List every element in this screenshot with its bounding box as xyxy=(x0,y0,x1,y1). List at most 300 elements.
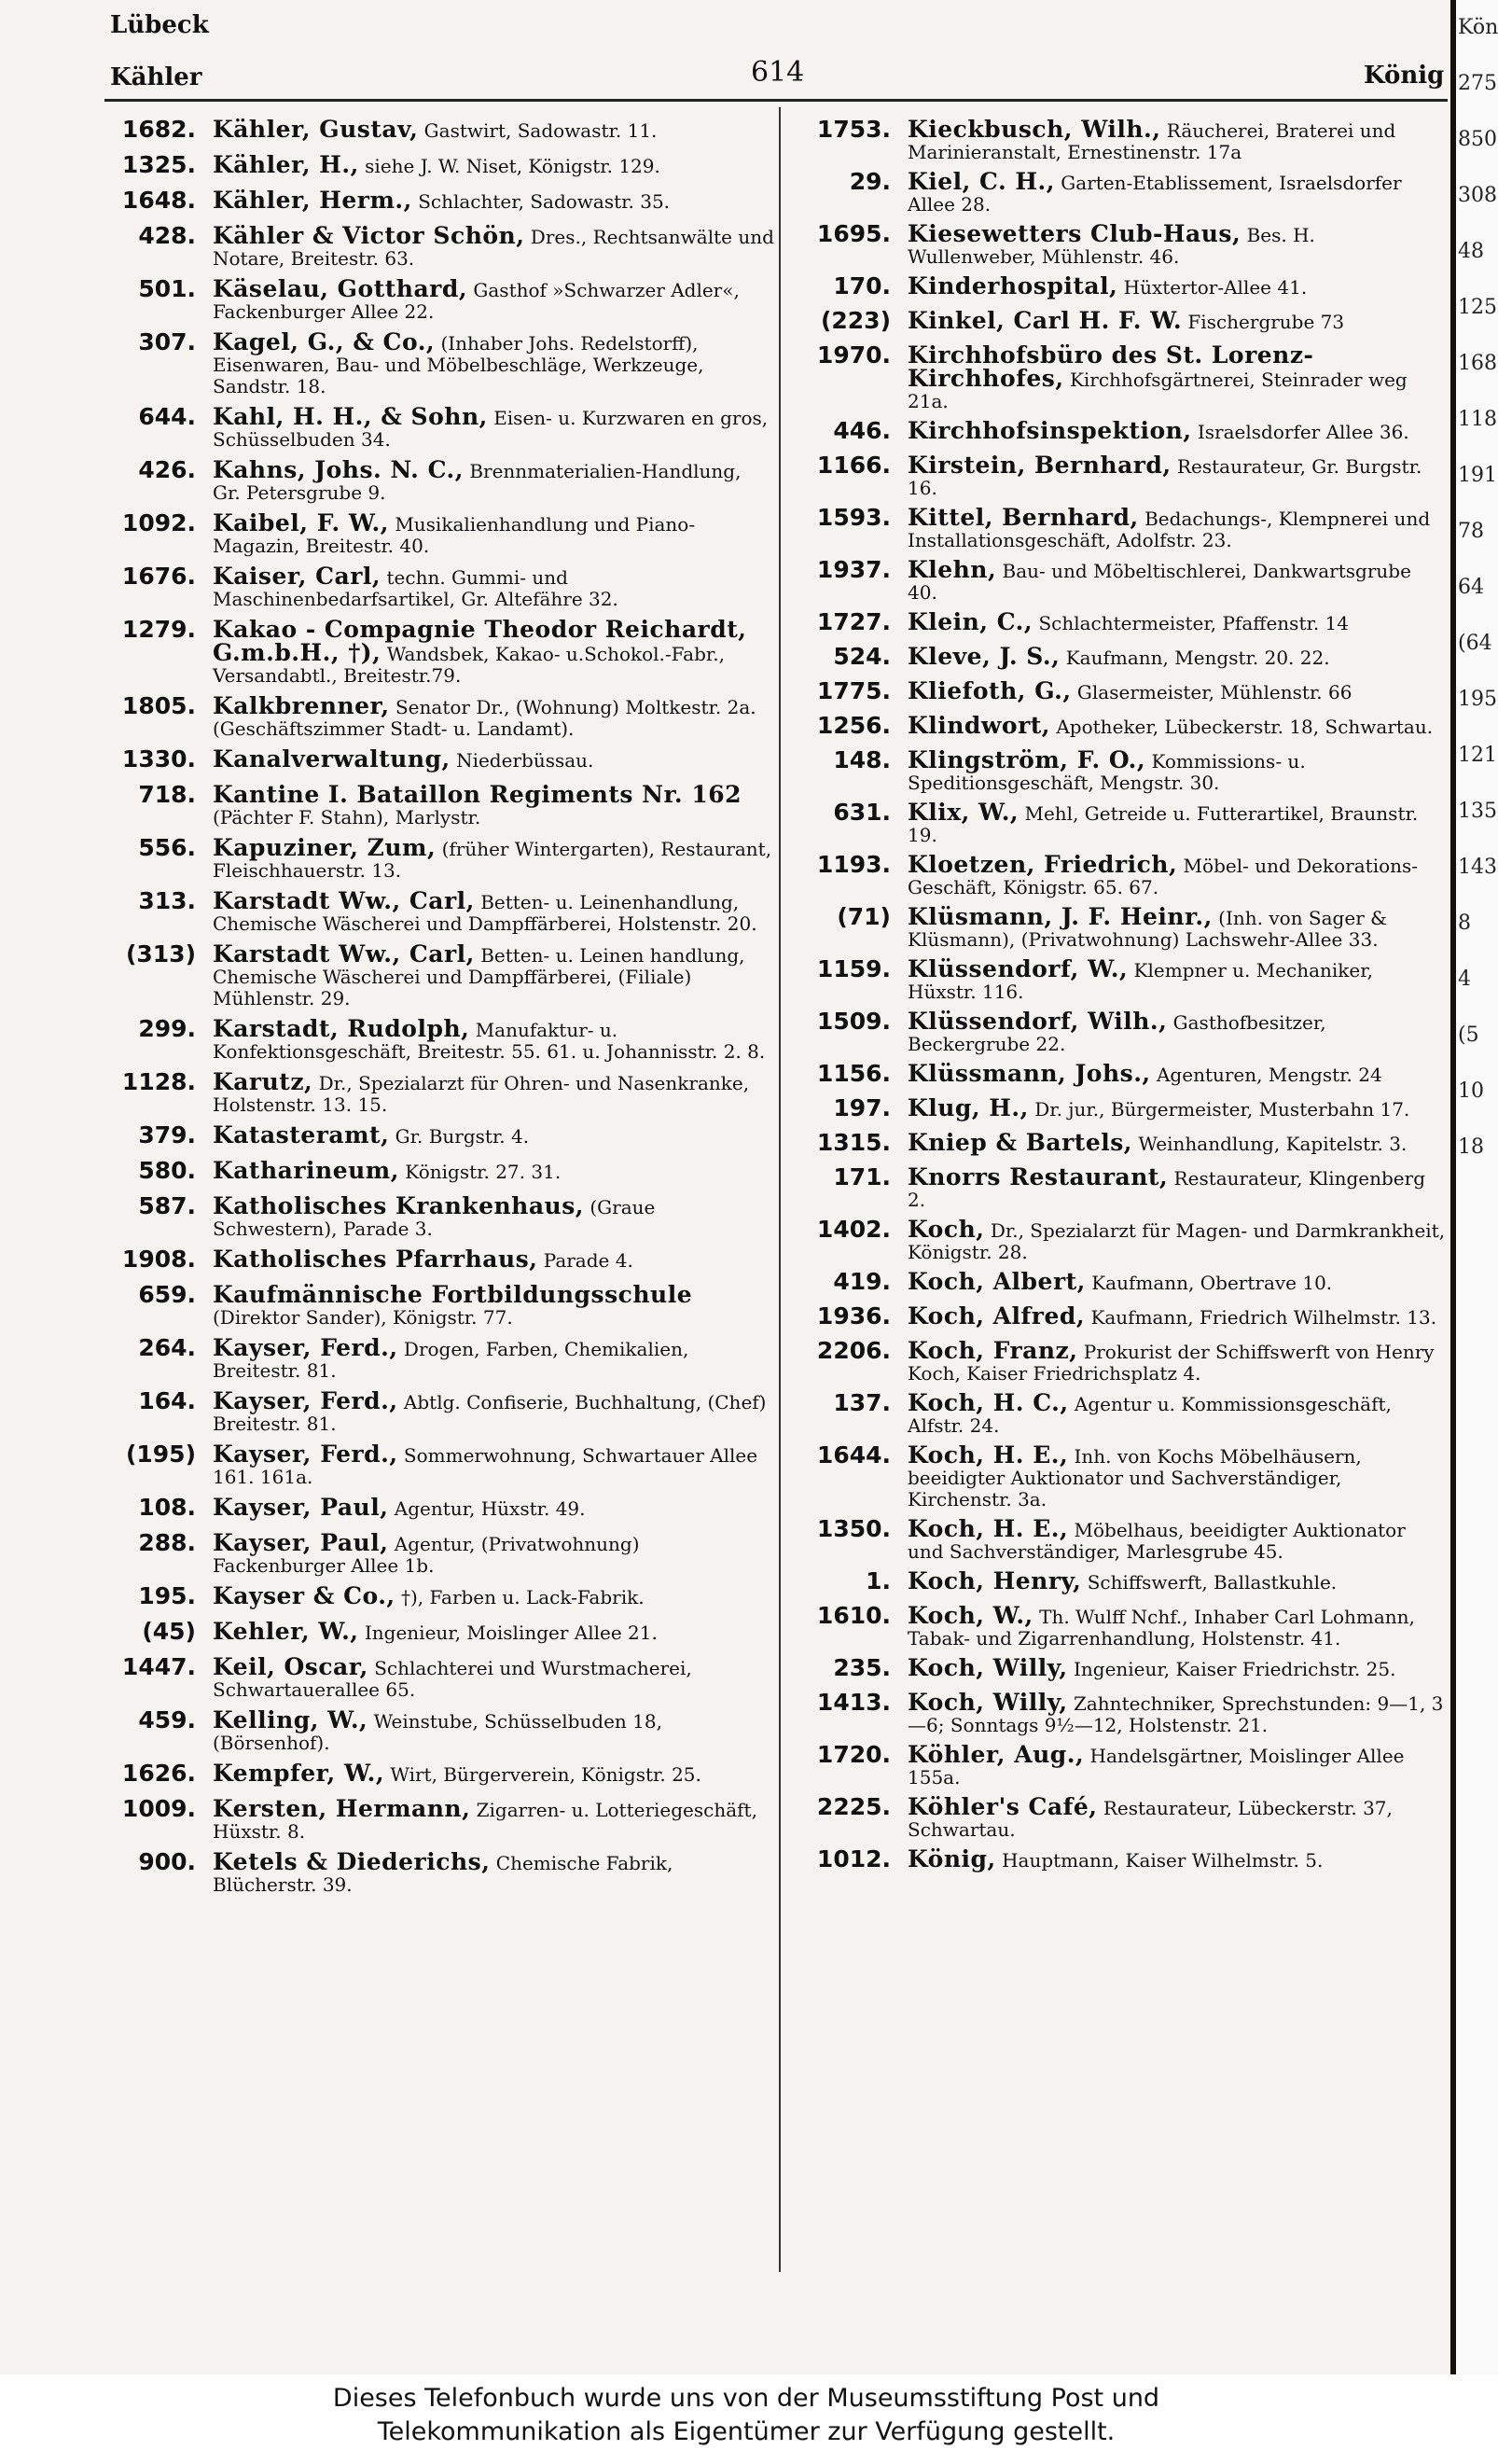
entry-text xyxy=(908,1335,1446,1385)
directory-entry xyxy=(107,1705,774,1754)
phone-number: 1682. xyxy=(121,116,196,143)
entry-details: Klempner u. Mechaniker, Hüxstr. 116. xyxy=(908,959,1373,1003)
footer-notice xyxy=(0,2374,1492,2464)
edge-fragment: 275 xyxy=(1458,72,1497,95)
entry-name: Kiesewetters Club-Haus, xyxy=(908,220,1241,247)
entry-details: Wirt, Bürgerverein, Königstr. 25. xyxy=(390,1763,701,1786)
entry-text xyxy=(908,271,1446,299)
edge-fragment: 135 xyxy=(1458,800,1497,823)
entry-details: Restaurateur, Klingenberg 2. xyxy=(908,1167,1425,1211)
directory-entry xyxy=(802,450,1446,499)
entry-name: Kliefoth, G., xyxy=(908,677,1072,704)
edge-fragment: 121 xyxy=(1458,744,1497,767)
entry-name: Kittel, Bernhard, xyxy=(908,504,1139,531)
entry-details: Handelsgärtner, Moislinger Allee 155a. xyxy=(908,1745,1405,1789)
entry-name: Kiel, C. H., xyxy=(908,168,1055,195)
entry-text xyxy=(908,849,1446,898)
entry-details: Manufaktur- u. Konfektionsgeschäft, Breitestr. 55. 61. u. Johannisstr. 2. 8. xyxy=(213,1019,766,1063)
entry-details: Zahntechniker, Sprechstunden: 9—1, 3—6; Sonntags 9½—12, Holstenstr. 21. xyxy=(908,1692,1444,1736)
directory-entry xyxy=(107,454,774,504)
entry-details: Glasermeister, Mühlenstr. 66 xyxy=(1076,681,1352,703)
phone-number: 1937. xyxy=(816,556,891,583)
entry-name: Kakao - Compagnie Theodor Reichardt, G.m.b.H., †), xyxy=(213,616,747,666)
edge-fragment: 8 xyxy=(1458,912,1471,935)
entry-text xyxy=(908,554,1446,604)
edge-fragment: 10 xyxy=(1458,1079,1484,1103)
entry-details: Eisen- u. Kurzwaren en gros, Schüsselbuden 34. xyxy=(213,407,769,451)
directory-entry xyxy=(107,1616,774,1648)
phone-number: 580. xyxy=(138,1157,196,1184)
entry-name: Kayser, Ferd., xyxy=(213,1334,398,1361)
entry-details: Zigarren- u. Lotteriegeschäft, Hüxstr. 8. xyxy=(213,1799,757,1843)
directory-entry xyxy=(802,954,1446,1003)
edge-fragment: 78 xyxy=(1458,520,1484,543)
edge-fragment: (5 xyxy=(1458,1023,1479,1047)
phone-number: 1256. xyxy=(816,712,891,739)
entry-text xyxy=(213,1492,774,1520)
entry-name: Kanalverwaltung, xyxy=(213,745,451,773)
phone-number: 644. xyxy=(138,403,196,430)
phone-number: 164. xyxy=(138,1387,196,1414)
entry-name: Koch, Willy, xyxy=(908,1689,1068,1716)
entry-text xyxy=(213,1013,774,1063)
directory-entry xyxy=(802,1214,1446,1263)
phone-number: 1092. xyxy=(121,509,196,536)
edge-fragment: 308 xyxy=(1458,184,1497,207)
entry-details: Musikalienhandlung und Piano-Magazin, Breitestr. 40. xyxy=(213,513,696,557)
entry-details: Bes. H. Wullenweber, Mühlenstr. 46. xyxy=(908,224,1315,268)
phone-number: 313. xyxy=(138,887,196,914)
entry-details: Sommerwohnung, Schwartauer Allee 161. 161a. xyxy=(213,1444,758,1488)
directory-entry xyxy=(802,1093,1446,1124)
phone-number: 1. xyxy=(866,1567,891,1594)
entry-name: Kirstein, Bernhard, xyxy=(908,452,1172,479)
phone-number: 1350. xyxy=(816,1515,891,1542)
entry-details: Inh. von Kochs Möbelhäusern, beeidigter Auktionator und Sachverständiger, Kirchenstr. 3a. xyxy=(908,1445,1362,1510)
directory-entry xyxy=(107,614,774,687)
entry-text xyxy=(213,273,774,323)
entry-text xyxy=(908,901,1446,951)
directory-entry xyxy=(802,1844,1446,1875)
entry-details: Agentur, (Privatwohnung) Fackenburger Allee 1b. xyxy=(213,1533,640,1577)
directory-entry xyxy=(107,1758,774,1789)
entry-name: König, xyxy=(908,1845,996,1872)
phone-number: 501. xyxy=(138,275,196,302)
phone-number: 2206. xyxy=(816,1337,891,1364)
entry-name: Köhler, Aug., xyxy=(908,1741,1085,1768)
edge-fragment: (64 xyxy=(1458,632,1492,655)
phone-number: 1908. xyxy=(121,1246,196,1273)
directory-entry xyxy=(107,832,774,882)
entry-text xyxy=(908,305,1446,333)
directory-entry xyxy=(107,744,774,775)
entry-text xyxy=(908,1301,1446,1329)
entry-text xyxy=(213,690,774,740)
entry-details: Hauptmann, Kaiser Wilhelmstr. 5. xyxy=(1002,1849,1324,1872)
entry-details: (Direktor Sander), Königstr. 77. xyxy=(213,1306,513,1329)
entry-text xyxy=(908,1058,1446,1086)
entry-text xyxy=(908,1844,1446,1872)
entry-name: Kehler, W., xyxy=(213,1618,359,1645)
phone-number: 524. xyxy=(833,643,891,670)
directory-entry xyxy=(107,508,774,557)
directory-entry xyxy=(802,1301,1446,1332)
directory-entry xyxy=(107,939,774,1009)
entry-name: Kieckbusch, Wilh., xyxy=(908,116,1161,143)
entry-text xyxy=(213,1120,774,1148)
entry-name: Kahns, Johs. N. C., xyxy=(213,456,464,483)
entry-text xyxy=(213,401,774,451)
edge-fragment: Kön xyxy=(1458,16,1498,39)
phone-number: 1402. xyxy=(816,1216,891,1243)
phone-number: (195) xyxy=(125,1441,196,1468)
phone-number: 659. xyxy=(138,1281,196,1308)
entry-text xyxy=(908,1791,1446,1841)
phone-number: 631. xyxy=(833,799,891,826)
entry-details: Gasthofbesitzer, Beckergrube 22. xyxy=(908,1011,1326,1055)
phone-number: (313) xyxy=(125,940,196,968)
entry-details: Schlachtermeister, Pfaffenstr. 14 xyxy=(1038,612,1350,634)
entry-details: Agentur, Hüxstr. 49. xyxy=(394,1497,586,1520)
edge-fragment: 168 xyxy=(1458,352,1497,375)
phone-number: 1193. xyxy=(816,851,891,878)
phone-number: 1156. xyxy=(816,1060,891,1087)
entry-details: Bedachungs-, Klempnerei und Installationsgeschäft, Adolfstr. 23. xyxy=(908,508,1431,551)
directory-entry xyxy=(107,1492,774,1524)
directory-entry xyxy=(107,1190,774,1240)
next-page-edge xyxy=(1450,0,1498,2374)
directory-entry xyxy=(802,797,1446,846)
entry-name: Klüssendorf, Wilh., xyxy=(908,1008,1168,1035)
edge-fragment: 195 xyxy=(1458,688,1497,711)
entry-name: Kagel, G., & Co., xyxy=(213,328,436,355)
entry-text xyxy=(213,149,774,177)
directory-entry xyxy=(107,114,774,146)
phone-number: 1447. xyxy=(121,1653,196,1680)
entry-name: Klindwort, xyxy=(908,712,1050,739)
entry-details: Dr., Spezialarzt für Magen- und Darmkrankheit, Königstr. 28. xyxy=(908,1219,1446,1263)
entry-name: Karstadt, Rudolph, xyxy=(213,1015,470,1042)
edge-fragment: 191 xyxy=(1458,464,1497,487)
entry-text xyxy=(908,1387,1446,1437)
entry-text xyxy=(908,675,1446,703)
directory-entry xyxy=(802,1127,1446,1159)
entry-details: Bau- und Möbeltischlerei, Dankwartsgrube 40. xyxy=(908,560,1411,604)
phone-number: 1315. xyxy=(816,1129,891,1156)
phone-number: 459. xyxy=(138,1706,196,1733)
entry-text xyxy=(908,340,1446,412)
directory-entry xyxy=(107,1793,774,1843)
directory-entry xyxy=(107,1155,774,1187)
edge-fragment: 18 xyxy=(1458,1135,1484,1159)
directory-entry xyxy=(802,1006,1446,1055)
phone-number: 556. xyxy=(138,834,196,861)
entry-text xyxy=(213,1332,774,1382)
entry-text xyxy=(908,1006,1446,1055)
entry-text xyxy=(908,415,1446,443)
entry-name: Kähler, Gustav, xyxy=(213,116,419,143)
directory-entry xyxy=(802,1266,1446,1298)
entry-text xyxy=(213,508,774,557)
entry-text xyxy=(908,1513,1446,1563)
entry-name: Kleve, J. S., xyxy=(908,643,1061,670)
directory-entry xyxy=(802,554,1446,604)
entry-details: Kommissions- u. Speditionsgeschäft, Mengstr. 30. xyxy=(908,750,1306,794)
header-city: Lübeck xyxy=(110,11,209,39)
entry-name: Klix, W., xyxy=(908,799,1019,826)
edge-fragment: 125 xyxy=(1458,296,1497,319)
directory-entry xyxy=(802,710,1446,742)
entry-name: Klingström, F. O., xyxy=(908,746,1146,773)
entry-text xyxy=(908,450,1446,499)
directory-entry xyxy=(107,1066,774,1116)
phone-number: 148. xyxy=(833,746,891,773)
entry-details: Garten-Etablissement, Israelsdorfer Allee 28. xyxy=(908,172,1402,216)
entry-name: Kantine I. Bataillon Regiments Nr. 162 xyxy=(213,781,742,808)
entry-text xyxy=(213,220,774,270)
phone-number: 1128. xyxy=(121,1068,196,1095)
entry-text xyxy=(213,614,774,687)
phone-number: 235. xyxy=(833,1654,891,1681)
header-left-keyword: Kähler xyxy=(110,63,202,91)
entry-text xyxy=(213,939,774,1009)
entry-text xyxy=(213,1385,774,1435)
entry-name: Klüssendorf, W., xyxy=(908,955,1129,982)
entry-name: Kayser & Co., xyxy=(213,1582,395,1609)
entry-text xyxy=(213,1279,774,1329)
directory-entry xyxy=(802,1652,1446,1684)
entry-details: Th. Wulff Nchf., Inhaber Carl Lohmann, Tabak- und Zigarrenhandlung, Holstenstr. 41. xyxy=(908,1606,1415,1650)
phone-number: 197. xyxy=(833,1094,891,1121)
entry-name: Koch, W., xyxy=(908,1602,1033,1629)
phone-number: 1012. xyxy=(816,1845,891,1872)
phone-number: 299. xyxy=(138,1015,196,1042)
directory-entry xyxy=(107,1332,774,1382)
directory-entry xyxy=(107,327,774,397)
entry-details: Niederbüssau. xyxy=(456,749,594,772)
entry-details: Königstr. 27. 31. xyxy=(405,1161,562,1183)
phone-number: 1695. xyxy=(816,220,891,247)
phone-number: 1593. xyxy=(816,504,891,531)
directory-entry xyxy=(107,1279,774,1329)
entry-text xyxy=(213,327,774,397)
entry-details: (Inh. von Sager & Klüsmann), (Privatwohnung) Lachswehr-Allee 33. xyxy=(908,907,1387,951)
entry-details: Schiffswerft, Ballastkuhle. xyxy=(1087,1571,1338,1594)
entry-details: (Pächter F. Stahn), Marlystr. xyxy=(213,806,481,828)
column-separator xyxy=(779,107,781,2272)
entry-name: Klein, C., xyxy=(908,608,1033,635)
footer-line-1: Dieses Telefonbuch wurde uns von der Museumsstiftung Post und xyxy=(332,2384,1160,2413)
phone-number: 426. xyxy=(138,456,196,483)
entry-details: Drogen, Farben, Chemikalien, Breitestr. 81. xyxy=(213,1338,689,1382)
entry-name: Kaibel, F. W., xyxy=(213,509,389,536)
entry-details: Möbelhaus, beeidigter Auktionator und Sachverständiger, Marlesgrube 45. xyxy=(908,1519,1406,1563)
entry-name: Kersten, Hermann, xyxy=(213,1795,471,1822)
entry-details: Dres., Rechtsanwälte und Notare, Breitestr. 63. xyxy=(213,226,774,270)
phone-number: 446. xyxy=(833,417,891,444)
directory-entry xyxy=(107,1120,774,1151)
entry-text xyxy=(213,1527,774,1577)
directory-entry xyxy=(802,1387,1446,1437)
entry-name: Klug, H., xyxy=(908,1094,1029,1121)
phone-number: 587. xyxy=(138,1192,196,1219)
entry-name: Kirchhofsbüro des St. Lorenz-Kirchhofes, xyxy=(908,341,1314,392)
entry-details: Kirchhofsgärtnerei, Steinrader weg 21a. xyxy=(908,369,1408,412)
entry-details: Restaurateur, Gr. Burgstr. 16. xyxy=(908,455,1422,499)
directory-entry xyxy=(802,1566,1446,1597)
entry-name: Koch, xyxy=(908,1216,985,1243)
phone-number: 900. xyxy=(138,1848,196,1875)
phone-number: 1626. xyxy=(121,1760,196,1787)
directory-entry xyxy=(802,271,1446,302)
entry-details: Weinstube, Schüsselbuden 18, (Börsenhof). xyxy=(213,1710,662,1754)
directory-entry xyxy=(802,340,1446,412)
entry-name: Klehn, xyxy=(908,556,997,583)
phone-number: (223) xyxy=(820,307,891,334)
directory-entry xyxy=(802,849,1446,898)
directory-entry xyxy=(802,502,1446,551)
directory-entry xyxy=(107,273,774,323)
entry-name: Karstadt Ww., Carl, xyxy=(213,940,475,968)
phone-number: 1775. xyxy=(816,677,891,704)
entry-name: Klüsmann, J. F. Heinr., xyxy=(908,903,1213,930)
entry-name: Kähler, H., xyxy=(213,151,359,178)
phone-number: 288. xyxy=(138,1529,196,1556)
directory-entry xyxy=(802,1513,1446,1563)
entry-details: Kaufmann, Obertrave 10. xyxy=(1091,1272,1333,1294)
entry-name: Kniep & Bartels, xyxy=(908,1129,1132,1156)
entry-details: Parade 4. xyxy=(543,1249,633,1272)
phone-number: 195. xyxy=(138,1582,196,1609)
entry-name: Kirchhofsinspektion, xyxy=(908,417,1192,444)
entry-name: Katasteramt, xyxy=(213,1121,390,1148)
phone-number: 137. xyxy=(833,1389,891,1416)
entry-name: Kaufmännische Fortbildungsschule xyxy=(213,1281,693,1308)
entry-text xyxy=(908,1162,1446,1211)
entry-details: Betten- u. Leinen handlung, Chemische Wäscherei und Dampffärberei, (Filiale) Mühlenstr. 29. xyxy=(213,944,745,1009)
entry-name: Koch, Albert, xyxy=(908,1268,1086,1295)
entry-name: Kinderhospital, xyxy=(908,272,1118,299)
entry-details: Dr. jur., Bürgermeister, Musterbahn 17. xyxy=(1034,1098,1410,1121)
entry-text xyxy=(213,454,774,504)
entry-details: Chemische Fabrik, Blücherstr. 39. xyxy=(213,1852,673,1896)
phone-number: (45) xyxy=(142,1618,196,1645)
entry-details: (Inhaber Johs. Redelstorff), Eisenwaren, Bau- und Möbelbeschläge, Werkzeuge, Sandstr. 18. xyxy=(213,332,704,397)
entry-name: Kayser, Ferd., xyxy=(213,1387,398,1414)
entry-text xyxy=(908,1739,1446,1789)
edge-fragment: 64 xyxy=(1458,576,1484,599)
phone-number: 2225. xyxy=(816,1793,891,1820)
entry-details: Apotheker, Lübeckerstr. 18, Schwartau. xyxy=(1056,716,1434,738)
directory-entry xyxy=(107,149,774,181)
entry-details: Gasthof »Schwarzer Adler«, Fackenburger Allee 22. xyxy=(213,279,740,323)
entry-details: Schlachter, Sadowastr. 35. xyxy=(418,190,671,213)
phone-number: 1676. xyxy=(121,563,196,590)
entry-text xyxy=(213,1616,774,1644)
phone-number: 379. xyxy=(138,1121,196,1148)
entry-details: Israelsdorfer Allee 36. xyxy=(1197,421,1409,443)
entry-text xyxy=(908,1127,1446,1155)
directory-entry xyxy=(802,218,1446,268)
entry-details: Räucherei, Braterei und Marinieranstalt, Ernestinenstr. 17a xyxy=(908,119,1396,163)
directory-entry xyxy=(802,166,1446,216)
edge-fragment: 143 xyxy=(1458,856,1497,879)
phone-number: (71) xyxy=(837,903,891,930)
directory-entry xyxy=(802,606,1446,638)
phone-number: 1727. xyxy=(816,608,891,635)
directory-entry xyxy=(802,641,1446,673)
entry-details: Agentur u. Kommissionsgeschäft, Alfstr. 24. xyxy=(908,1393,1392,1437)
phone-number: 1413. xyxy=(816,1689,891,1716)
phone-number: 1644. xyxy=(816,1441,891,1469)
entry-name: Kayser, Ferd., xyxy=(213,1441,398,1468)
directory-entry xyxy=(107,690,774,740)
entry-details: Möbel- und Dekorations-Geschäft, Königstr. 65. 67. xyxy=(908,855,1419,898)
directory-entry xyxy=(107,1527,774,1577)
entry-details: Prokurist der Schiffswerft von Henry Koch, Kaiser Friedrichsplatz 4. xyxy=(908,1341,1435,1385)
directory-entry xyxy=(107,1580,774,1612)
directory-entry xyxy=(107,401,774,451)
entry-text xyxy=(908,954,1446,1003)
phone-number: 1805. xyxy=(121,692,196,719)
entry-details: Weinhandlung, Kapitelstr. 3. xyxy=(1138,1133,1408,1155)
entry-name: Kelling, W., xyxy=(213,1706,368,1733)
entry-details: Ingenieur, Moislinger Allee 21. xyxy=(364,1622,658,1644)
phone-number: 1936. xyxy=(816,1302,891,1329)
entry-text xyxy=(213,1066,774,1116)
entry-details: Hüxtertor-Allee 41. xyxy=(1123,276,1308,299)
phone-number: 1330. xyxy=(121,745,196,773)
header-right-keyword: König xyxy=(1364,62,1445,90)
directory-entry xyxy=(802,1600,1446,1650)
entry-details: Schlachterei und Wurstmacherei, Schwartauerallee 65. xyxy=(213,1657,692,1701)
entry-details: Abtlg. Confiserie, Buchhaltung, (Chef) Breitestr. 81. xyxy=(213,1391,767,1435)
directory-entry xyxy=(802,1058,1446,1090)
entry-name: Ketels & Diederichs, xyxy=(213,1848,491,1875)
entry-text xyxy=(213,1244,774,1272)
entry-text xyxy=(908,1566,1446,1594)
phone-number: 1970. xyxy=(816,341,891,369)
entry-text xyxy=(213,832,774,882)
entry-text xyxy=(213,1155,774,1183)
left-column xyxy=(107,114,774,1900)
entry-text xyxy=(908,710,1446,738)
entry-details: †), Farben u. Lack-Fabrik. xyxy=(400,1586,645,1608)
entry-name: Koch, H. E., xyxy=(908,1515,1069,1542)
directory-entry xyxy=(107,185,774,216)
entry-text xyxy=(213,885,774,935)
entry-text xyxy=(908,502,1446,551)
header-rule xyxy=(104,99,1448,102)
entry-text xyxy=(213,744,774,772)
entry-text xyxy=(213,1793,774,1843)
phone-number: 108. xyxy=(138,1494,196,1521)
entry-text xyxy=(908,745,1446,794)
entry-name: Kempfer, W., xyxy=(213,1760,385,1787)
right-column xyxy=(802,114,1446,1878)
entry-name: Karutz, xyxy=(213,1068,313,1095)
entry-details: Mehl, Getreide u. Futterartikel, Braunstr. 19. xyxy=(908,802,1419,846)
edge-fragment: 850 xyxy=(1458,128,1497,151)
directory-entry xyxy=(802,1162,1446,1211)
entry-details: siehe J. W. Niset, Königstr. 129. xyxy=(365,155,660,177)
entry-text xyxy=(213,561,774,610)
phone-number: 1610. xyxy=(816,1602,891,1629)
entry-text xyxy=(908,1214,1446,1263)
entry-text xyxy=(213,1439,774,1488)
entry-details: (Graue Schwestern), Parade 3. xyxy=(213,1196,656,1240)
phone-number: 29. xyxy=(849,168,891,195)
